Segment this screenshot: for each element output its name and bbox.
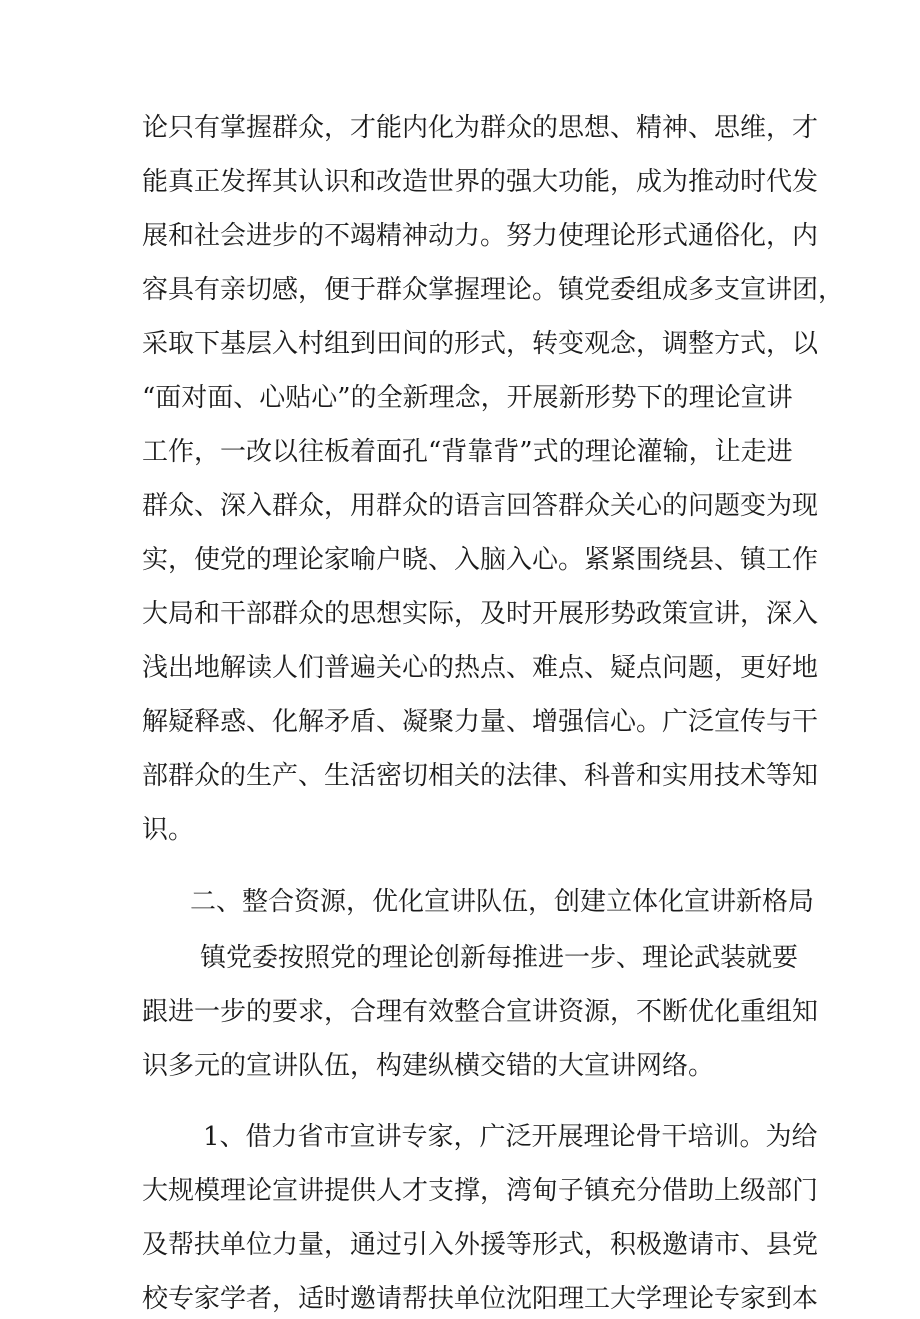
paragraph-line: 解疑释惑、化解矛盾、凝聚力量、增强信心。广泛宣传与干 [142, 707, 819, 737]
paragraph-line: 及帮扶单位力量，通过引入外援等形式，积极邀请市、县党 [142, 1230, 819, 1260]
paragraph-line: 大规模理论宣讲提供人才支撑，湾甸子镇充分借助上级部门 [142, 1176, 819, 1206]
paragraph-line: 校专家学者，适时邀请帮扶单位沈阳理工大学理论专家到本 [142, 1284, 819, 1314]
paragraph-line: 部群众的生产、生活密切相关的法律、科普和实用技术等知 [142, 761, 819, 791]
paragraph-line: 群众、深入群众，用群众的语言回答群众关心的问题变为现 [142, 491, 819, 521]
paragraph-line: 1、借力省市宣讲专家，广泛开展理论骨干培训。为给 [203, 1122, 818, 1152]
paragraph-line: 容具有亲切感，便于群众掌握理论。镇党委组成多支宣讲团， [142, 275, 845, 305]
paragraph-line: 实，使党的理论家喻户晓、入脑入心。紧紧围绕县、镇工作 [142, 545, 819, 575]
paragraph-line: 跟进一步的要求，合理有效整合宣讲资源，不断优化重组知 [142, 997, 819, 1027]
paragraph-line: 工作，一改以往板着面孔“背靠背”式的理论灌输，让走进 [142, 437, 793, 467]
paragraph-line: 采取下基层入村组到田间的形式，转变观念，调整方式，以 [142, 329, 819, 359]
paragraph-line: 展和社会进步的不竭精神动力。努力使理论形式通俗化，内 [142, 221, 819, 251]
paragraph-line: 浅出地解读人们普遍关心的热点、难点、疑点问题，更好地 [142, 653, 819, 683]
paragraph-line: 能真正发挥其认识和改造世界的强大功能，成为推动时代发 [142, 167, 819, 197]
paragraph-line: 论只有掌握群众，才能内化为群众的思想、精神、思维，才 [142, 113, 819, 143]
paragraph-line: 镇党委按照党的理论创新每推进一步、理论武装就要 [200, 943, 799, 973]
paragraph-line: 识多元的宣讲队伍，构建纵横交错的大宣讲网络。 [142, 1051, 715, 1081]
paragraph-line: 识。 [142, 815, 195, 845]
paragraph-line: 大局和干部群众的思想实际，及时开展形势政策宣讲，深入 [142, 599, 819, 629]
section-heading: 二、整合资源，优化宣讲队伍，创建立体化宣讲新格局 [190, 887, 815, 917]
paragraph-line: “面对面、心贴心”的全新理念，开展新形势下的理论宣讲 [142, 383, 793, 413]
